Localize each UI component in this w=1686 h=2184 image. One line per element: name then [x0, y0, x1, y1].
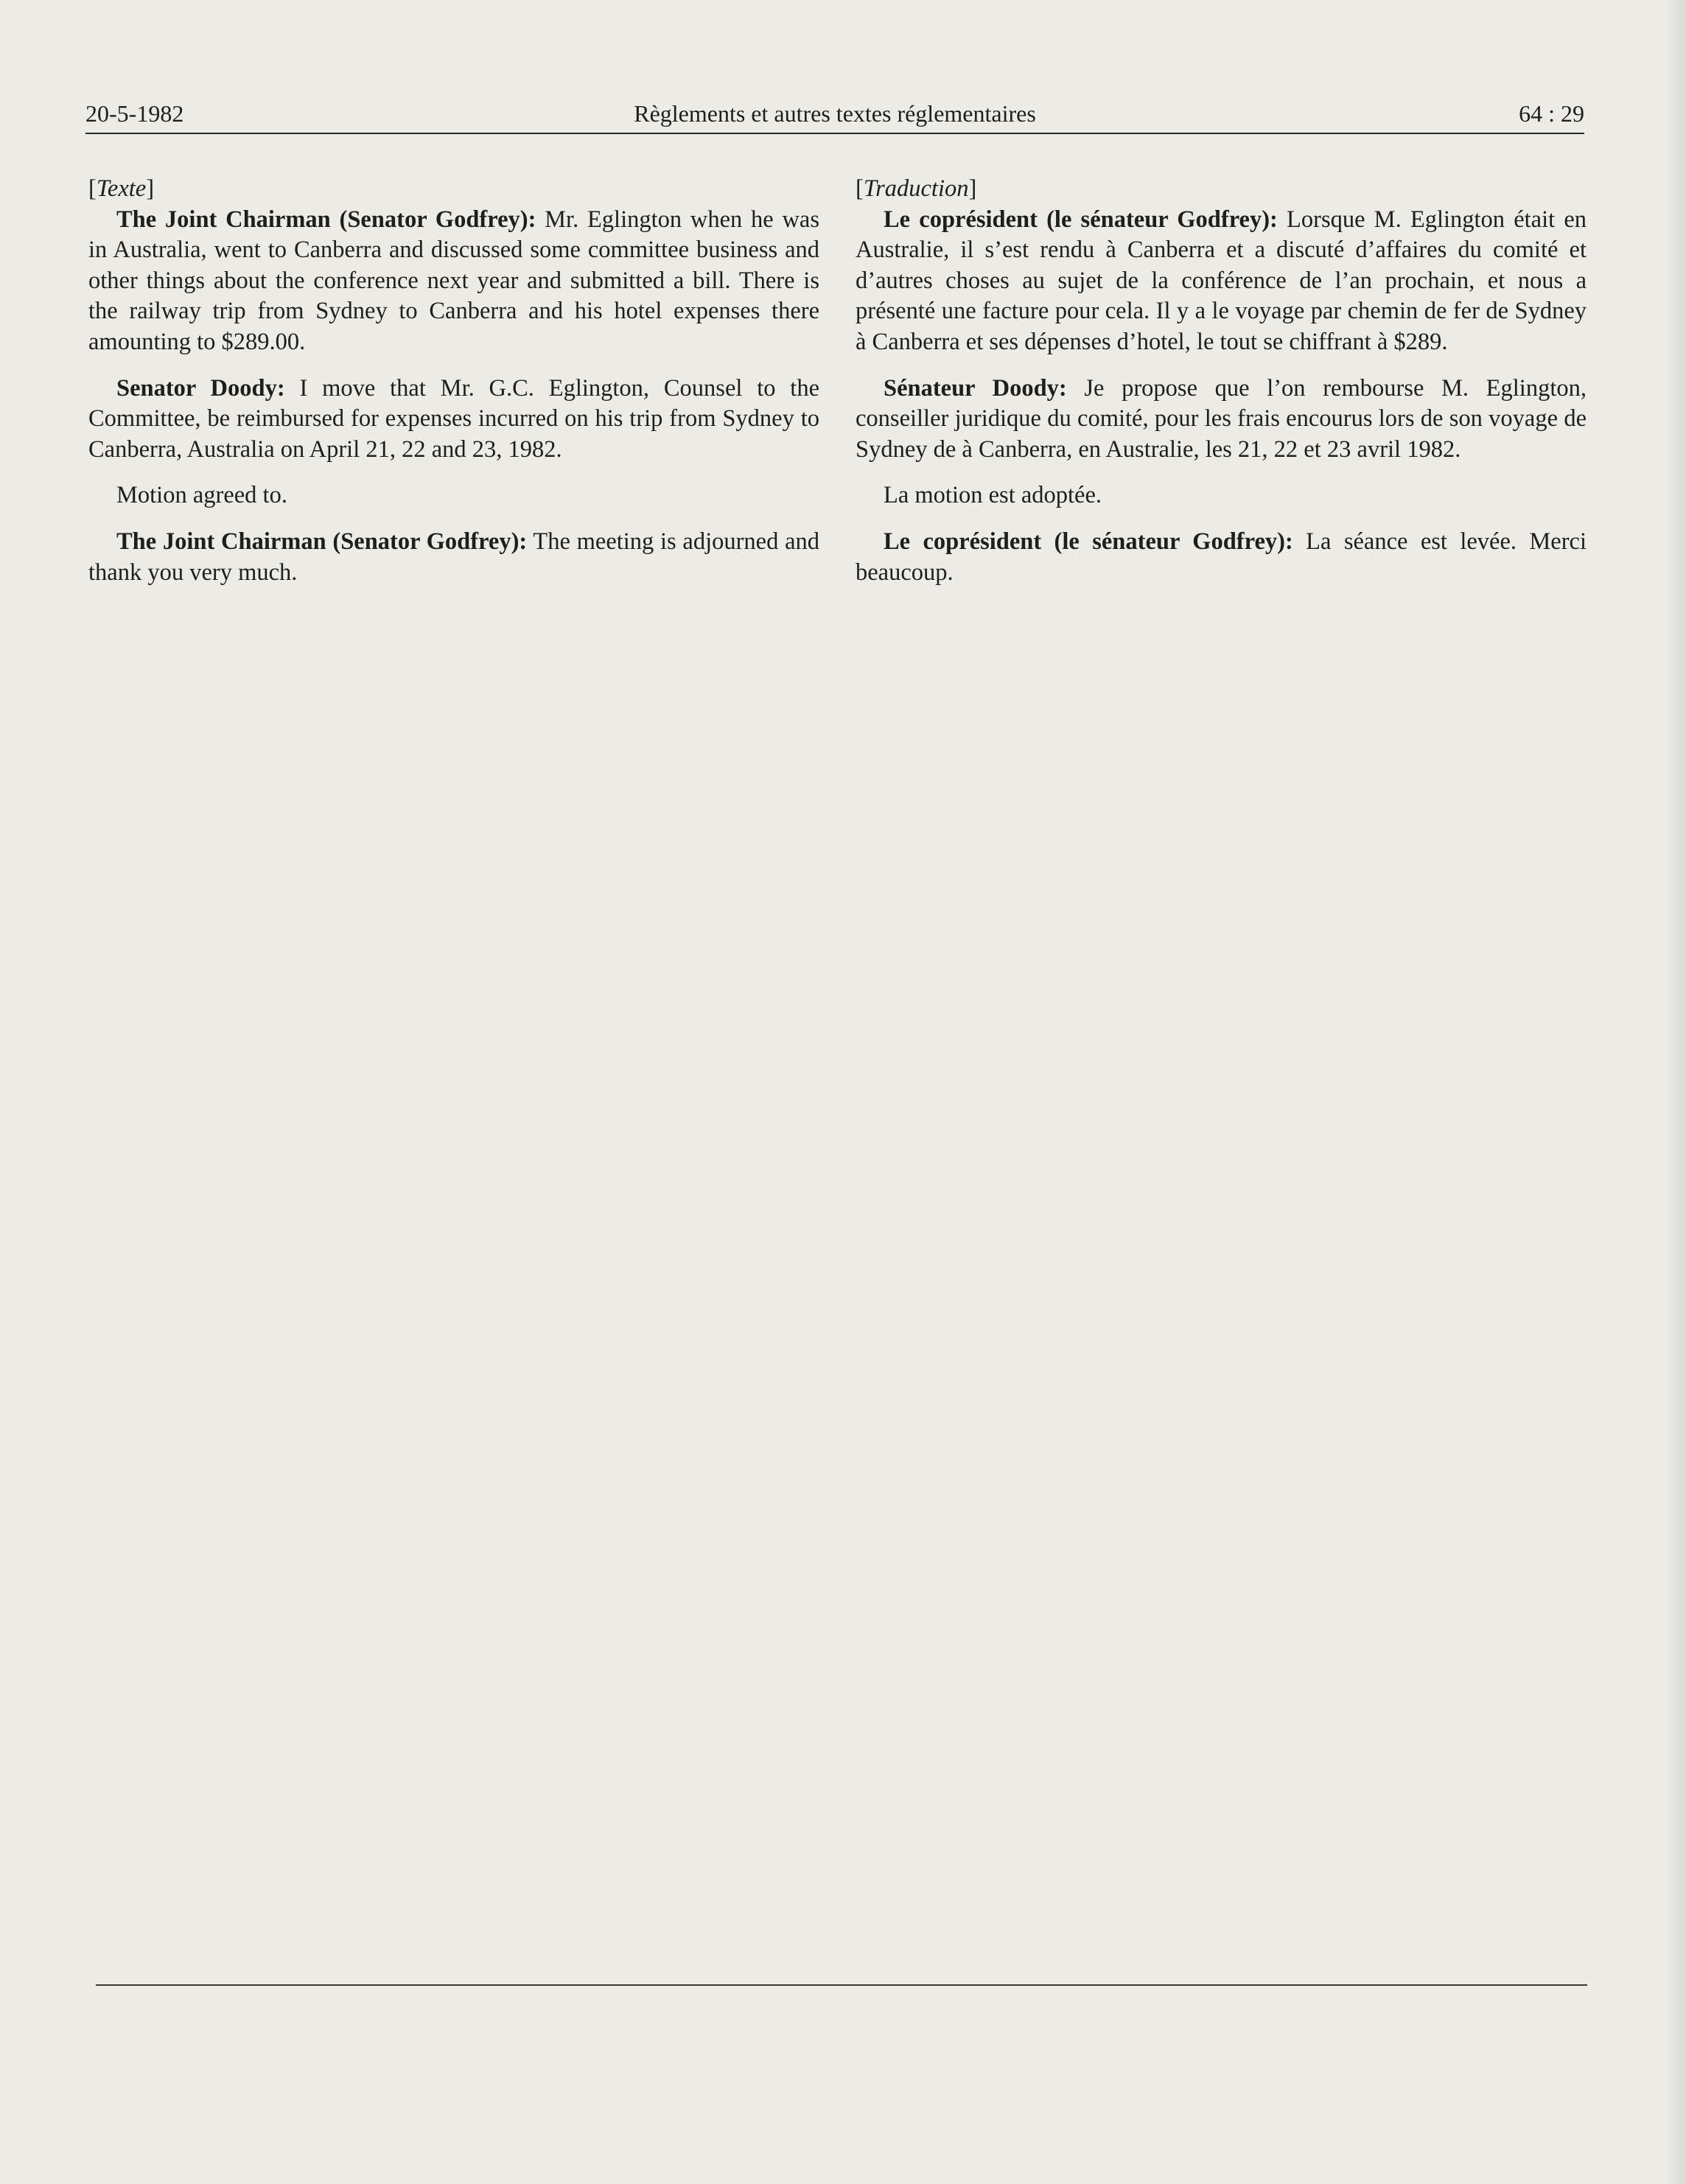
- header-rule: [85, 133, 1584, 134]
- english-paragraph-1: [88, 205, 819, 358]
- english-label-text: Texte: [96, 175, 147, 202]
- english-label: [Texte]: [88, 175, 155, 202]
- header-date: 20-5-1982: [85, 100, 184, 127]
- running-header: [85, 91, 1584, 136]
- french-paragraph-2: [856, 374, 1587, 466]
- english-paragraph-4: [88, 527, 819, 588]
- french-label: [Traduction]: [856, 175, 977, 202]
- french-column: [856, 174, 1587, 603]
- speaker-name: Senator Doody:: [116, 374, 285, 402]
- speech-text: Je propose que l’on rembourse M. Eglington, conseiller juridique du comité, pour les frais encourus lors de son voyage de Sydney de à Canberra, en Australie, les 21, 22 et 23 avril 1982.: [856, 374, 1587, 463]
- motion-text: La motion est adoptée.: [884, 482, 1102, 509]
- english-paragraph-2: [88, 374, 819, 466]
- english-paragraph-3: [88, 480, 819, 511]
- french-paragraph-1: [856, 205, 1587, 358]
- header-title: Règlements et autres textes réglementaires: [634, 100, 1036, 127]
- speaker-name: Sénateur Doody:: [884, 374, 1067, 402]
- english-column: [88, 174, 819, 603]
- speech-text: Mr. Eglington when he was in Australia, went to Canberra and discussed some committee business and other things about the conference next year and submitted a bill. There is the railway trip from Sydney to Canberra and his hotel expenses there amounting to $289.00.: [88, 206, 819, 355]
- speech-text: Lorsque M. Eglington était en Australie, il s’est rendu à Canberra et a discuté d’affaires du comité et d’autres choses au sujet de la conférence de l’an prochain, et nous a présenté une facture pour cela. Il y a le voyage par chemin de fer de Sydney à Canberra et ses dépenses d’hotel, le tout se chiffrant à $289.: [856, 206, 1587, 355]
- speaker-name: Le coprésident (le sénateur Godfrey):: [884, 528, 1293, 555]
- footer-rule: [96, 1984, 1587, 1986]
- speech-text: La séance est levée. Merci beaucoup.: [856, 528, 1587, 586]
- speech-text: The meeting is adjourned and thank you very much.: [88, 528, 819, 586]
- header-page-number: 64 : 29: [1519, 100, 1584, 127]
- french-paragraph-4: [856, 527, 1587, 588]
- speech-text: I move that Mr. G.C. Eglington, Counsel to the Committee, be reimbursed for expenses incurred on his trip from Sydney to Canberra, Australia on April 21, 22 and 23, 1982.: [88, 374, 819, 463]
- page-edge-shadow: [1665, 0, 1686, 2184]
- motion-text: Motion agreed to.: [116, 482, 287, 509]
- french-label-text: Traduction: [863, 175, 969, 202]
- speaker-name: The Joint Chairman (Senator Godfrey):: [116, 528, 528, 555]
- speaker-name: Le coprésident (le sénateur Godfrey):: [884, 206, 1278, 233]
- french-paragraph-3: [856, 480, 1587, 511]
- speaker-name: The Joint Chairman (Senator Godfrey):: [116, 206, 536, 233]
